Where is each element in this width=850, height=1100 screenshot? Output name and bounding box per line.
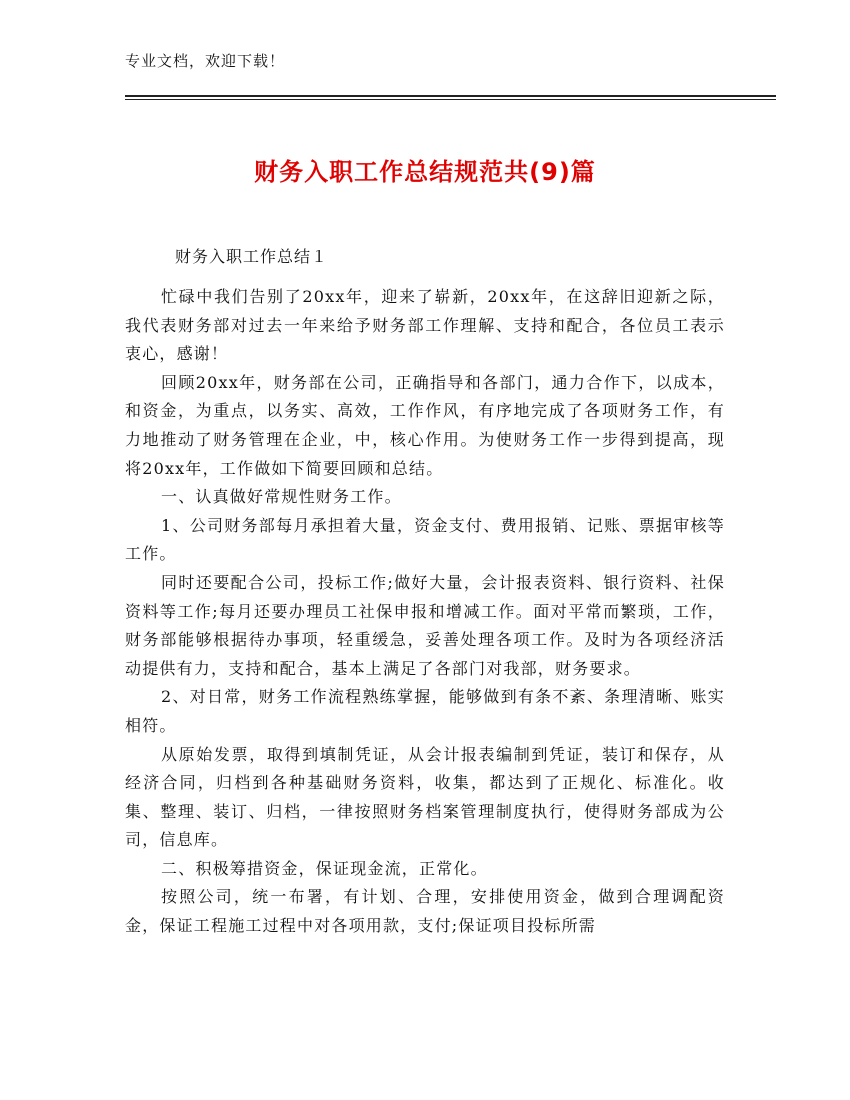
document-body [125, 283, 725, 941]
paragraph: 回顾20xx年，财务部在公司，正确指导和各部门，通力合作下，以成本，和资金，为重点，以务实、高效，工作作风，有序地完成了各项财务工作，有力地推动了财务管理在企业，中，核心作用。为使财务工作一步得到提高，现将20xx年，工作做如下简要回顾和总结。 [125, 372, 725, 478]
paragraph: 按照公司，统一布署，有计划、合理，安排使用资金，做到合理调配资金，保证工程施工过程中对各项用款，支付;保证项目投标所需 [125, 887, 725, 936]
paragraph: 同时还要配合公司，投标工作;做好大量，会计报表资料、银行资料、社保资料等工作;每月还要办理员工社保申报和增减工作。面对平常而繁琐，工作，财务部能够根据待办事项，轻重缓急，妥善处理各项工作。及时为各项经济活动提供有力，支持和配合，基本上满足了各部门对我部，财务要求。 [125, 572, 725, 678]
paragraph: 忙碌中我们告别了20xx年，迎来了崭新，20xx年，在这辞旧迎新之际，我代表财务部对过去一年来给予财务部工作理解、支持和配合，各位员工表示衷心，感谢！ [125, 287, 725, 364]
header-rule [125, 95, 776, 97]
paragraph: 一、认真做好常规性财务工作。 [161, 487, 402, 507]
paragraph: 二、积极筹措资金，保证现金流，正常化。 [161, 858, 488, 878]
page-header-text: 专业文档，欢迎下载！ [125, 52, 286, 70]
paragraph: 2、对日常，财务工作流程熟练掌握，能够做到有条不紊、条理清晰、账实相符。 [125, 687, 725, 735]
header-rule-thin [125, 99, 776, 100]
paragraph: 从原始发票，取得到填制凭证，从会计报表编制到凭证，装订和保存，从经济合同，归档到各种基础财务资料，收集，都达到了正规化、标准化。收集、整理、装订、归档，一律按照财务档案管理制度执行，使得财务部成为公司，信息库。 [125, 744, 725, 850]
section-subtitle: 财务入职工作总结１ [175, 247, 329, 266]
document-title: 财务入职工作总结规范共(9)篇 [254, 158, 596, 186]
paragraph: 1、公司财务部每月承担着大量，资金支付、费用报销、记账、票据审核等工作。 [125, 515, 725, 564]
